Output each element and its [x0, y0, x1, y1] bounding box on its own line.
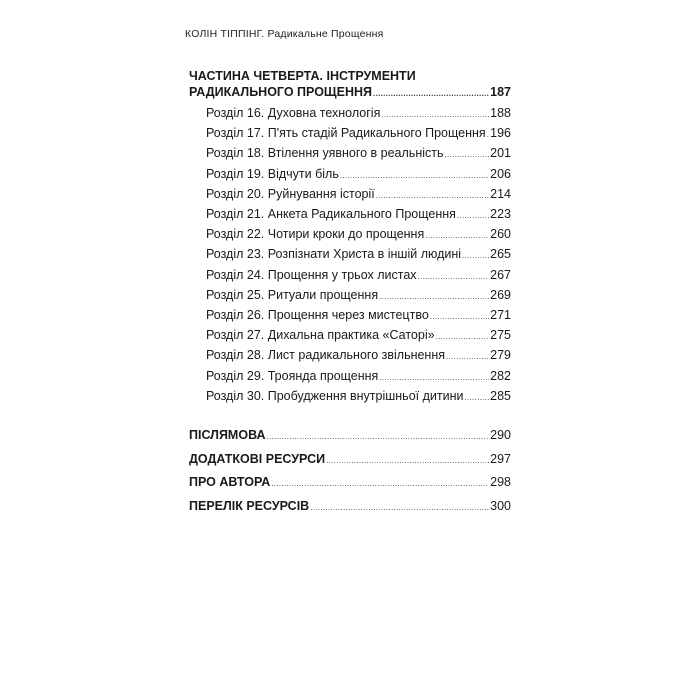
chapter-label: Розділ 27. Дихальна практика «Саторі»	[206, 328, 435, 343]
chapter-label: Розділ 28. Лист радикального звільнення	[206, 348, 446, 363]
chapter-page-number: 271	[490, 308, 511, 322]
dot-leader	[271, 479, 489, 488]
chapter-row	[206, 207, 511, 221]
section-page-number: 300	[490, 498, 511, 513]
part-title-line1: ЧАСТИНА ЧЕТВЕРТА. ІНСТРУМЕНТИ	[189, 69, 416, 83]
chapter-label: Розділ 23. Розпізнати Христа в іншій людині	[206, 247, 462, 262]
chapter-label: Розділ 24. Прощення у трьох листах	[206, 267, 417, 282]
chapter-row	[206, 268, 511, 282]
chapter-page-number: 285	[490, 388, 511, 403]
chapter-label: Розділ 26. Прощення через мистецтво	[206, 308, 429, 322]
part-title	[189, 68, 511, 102]
part-title-line2-row	[189, 84, 511, 102]
dot-leader	[436, 332, 490, 341]
chapter-label: Розділ 29. Троянда прощення	[206, 368, 379, 383]
chapter-row	[206, 187, 511, 201]
chapter-page-number: 275	[490, 328, 511, 343]
section-label: ПІСЛЯМОВА	[189, 428, 266, 442]
chapter-page-number: 267	[490, 267, 511, 282]
chapter-row	[206, 126, 511, 140]
section-row	[189, 499, 511, 513]
dot-leader	[430, 312, 489, 321]
chapter-label: Розділ 30. Пробудження внутрішньої дитини	[206, 388, 464, 403]
chapter-row	[206, 288, 511, 302]
chapter-label: Розділ 16. Духовна технологія	[206, 106, 381, 120]
chapter-row	[206, 167, 511, 181]
dot-leader	[381, 110, 489, 119]
dot-leader	[376, 191, 489, 200]
chapter-page-number: 214	[490, 186, 511, 201]
running-header: КОЛІН ТІППІНГ. Радикальне Прощення	[185, 28, 384, 40]
chapter-row	[206, 389, 511, 403]
chapter-row	[206, 348, 511, 362]
dot-leader	[373, 86, 489, 102]
chapter-label: Розділ 18. Втілення уявного в реальність	[206, 146, 444, 161]
chapter-page-number: 206	[490, 166, 511, 181]
chapter-page-number: 282	[490, 368, 511, 383]
chapter-page-number: 265	[490, 247, 511, 262]
dot-leader	[446, 352, 489, 361]
section-label: ПЕРЕЛІК РЕСУРСІВ	[189, 498, 310, 513]
dot-leader	[326, 456, 489, 465]
dot-leader	[425, 231, 489, 240]
dot-leader	[418, 272, 490, 281]
dot-leader	[267, 432, 490, 441]
part-title-line2: РАДИКАЛЬНОГО ПРОЩЕННЯ	[189, 85, 373, 99]
section-page-number: 297	[490, 451, 511, 466]
chapter-page-number: 201	[490, 146, 511, 161]
chapter-label: Розділ 17. П'ять стадій Радикального Прощення	[206, 126, 486, 141]
section-label: ДОДАТКОВІ РЕСУРСИ	[189, 451, 326, 466]
dot-leader	[462, 251, 489, 260]
part-page-number: 187	[490, 85, 511, 99]
chapter-row	[206, 308, 511, 322]
chapter-page-number: 196	[490, 126, 511, 141]
chapter-page-number: 269	[490, 287, 511, 302]
chapter-label: Розділ 22. Чотири кроки до прощення	[206, 227, 425, 242]
chapter-page-number: 223	[490, 207, 511, 221]
section-label: ПРО АВТОРА	[189, 475, 271, 490]
section-page-number: 290	[490, 428, 511, 442]
dot-leader	[464, 393, 489, 402]
chapter-row	[206, 146, 511, 160]
dot-leader	[379, 292, 489, 301]
chapter-label: Розділ 20. Руйнування історії	[206, 186, 375, 201]
chapter-row	[206, 227, 511, 241]
dot-leader	[445, 150, 490, 159]
section-row	[189, 475, 511, 489]
chapter-page-number: 188	[490, 106, 511, 120]
chapter-row	[206, 369, 511, 383]
chapter-row	[206, 106, 511, 120]
chapter-label: Розділ 19. Відчути біль	[206, 166, 339, 181]
section-page-number: 298	[490, 475, 511, 490]
chapter-row	[206, 247, 511, 261]
section-row	[189, 428, 511, 442]
dot-leader	[340, 171, 489, 180]
chapter-page-number: 260	[490, 227, 511, 242]
dot-leader	[379, 373, 489, 382]
dot-leader	[310, 503, 489, 512]
dot-leader	[457, 211, 489, 220]
section-row	[189, 452, 511, 466]
chapter-page-number: 279	[490, 348, 511, 363]
chapter-row	[206, 328, 511, 342]
dot-leader	[487, 130, 489, 139]
chapter-label: Розділ 21. Анкета Радикального Прощення	[206, 207, 456, 221]
chapter-label: Розділ 25. Ритуали прощення	[206, 287, 379, 302]
